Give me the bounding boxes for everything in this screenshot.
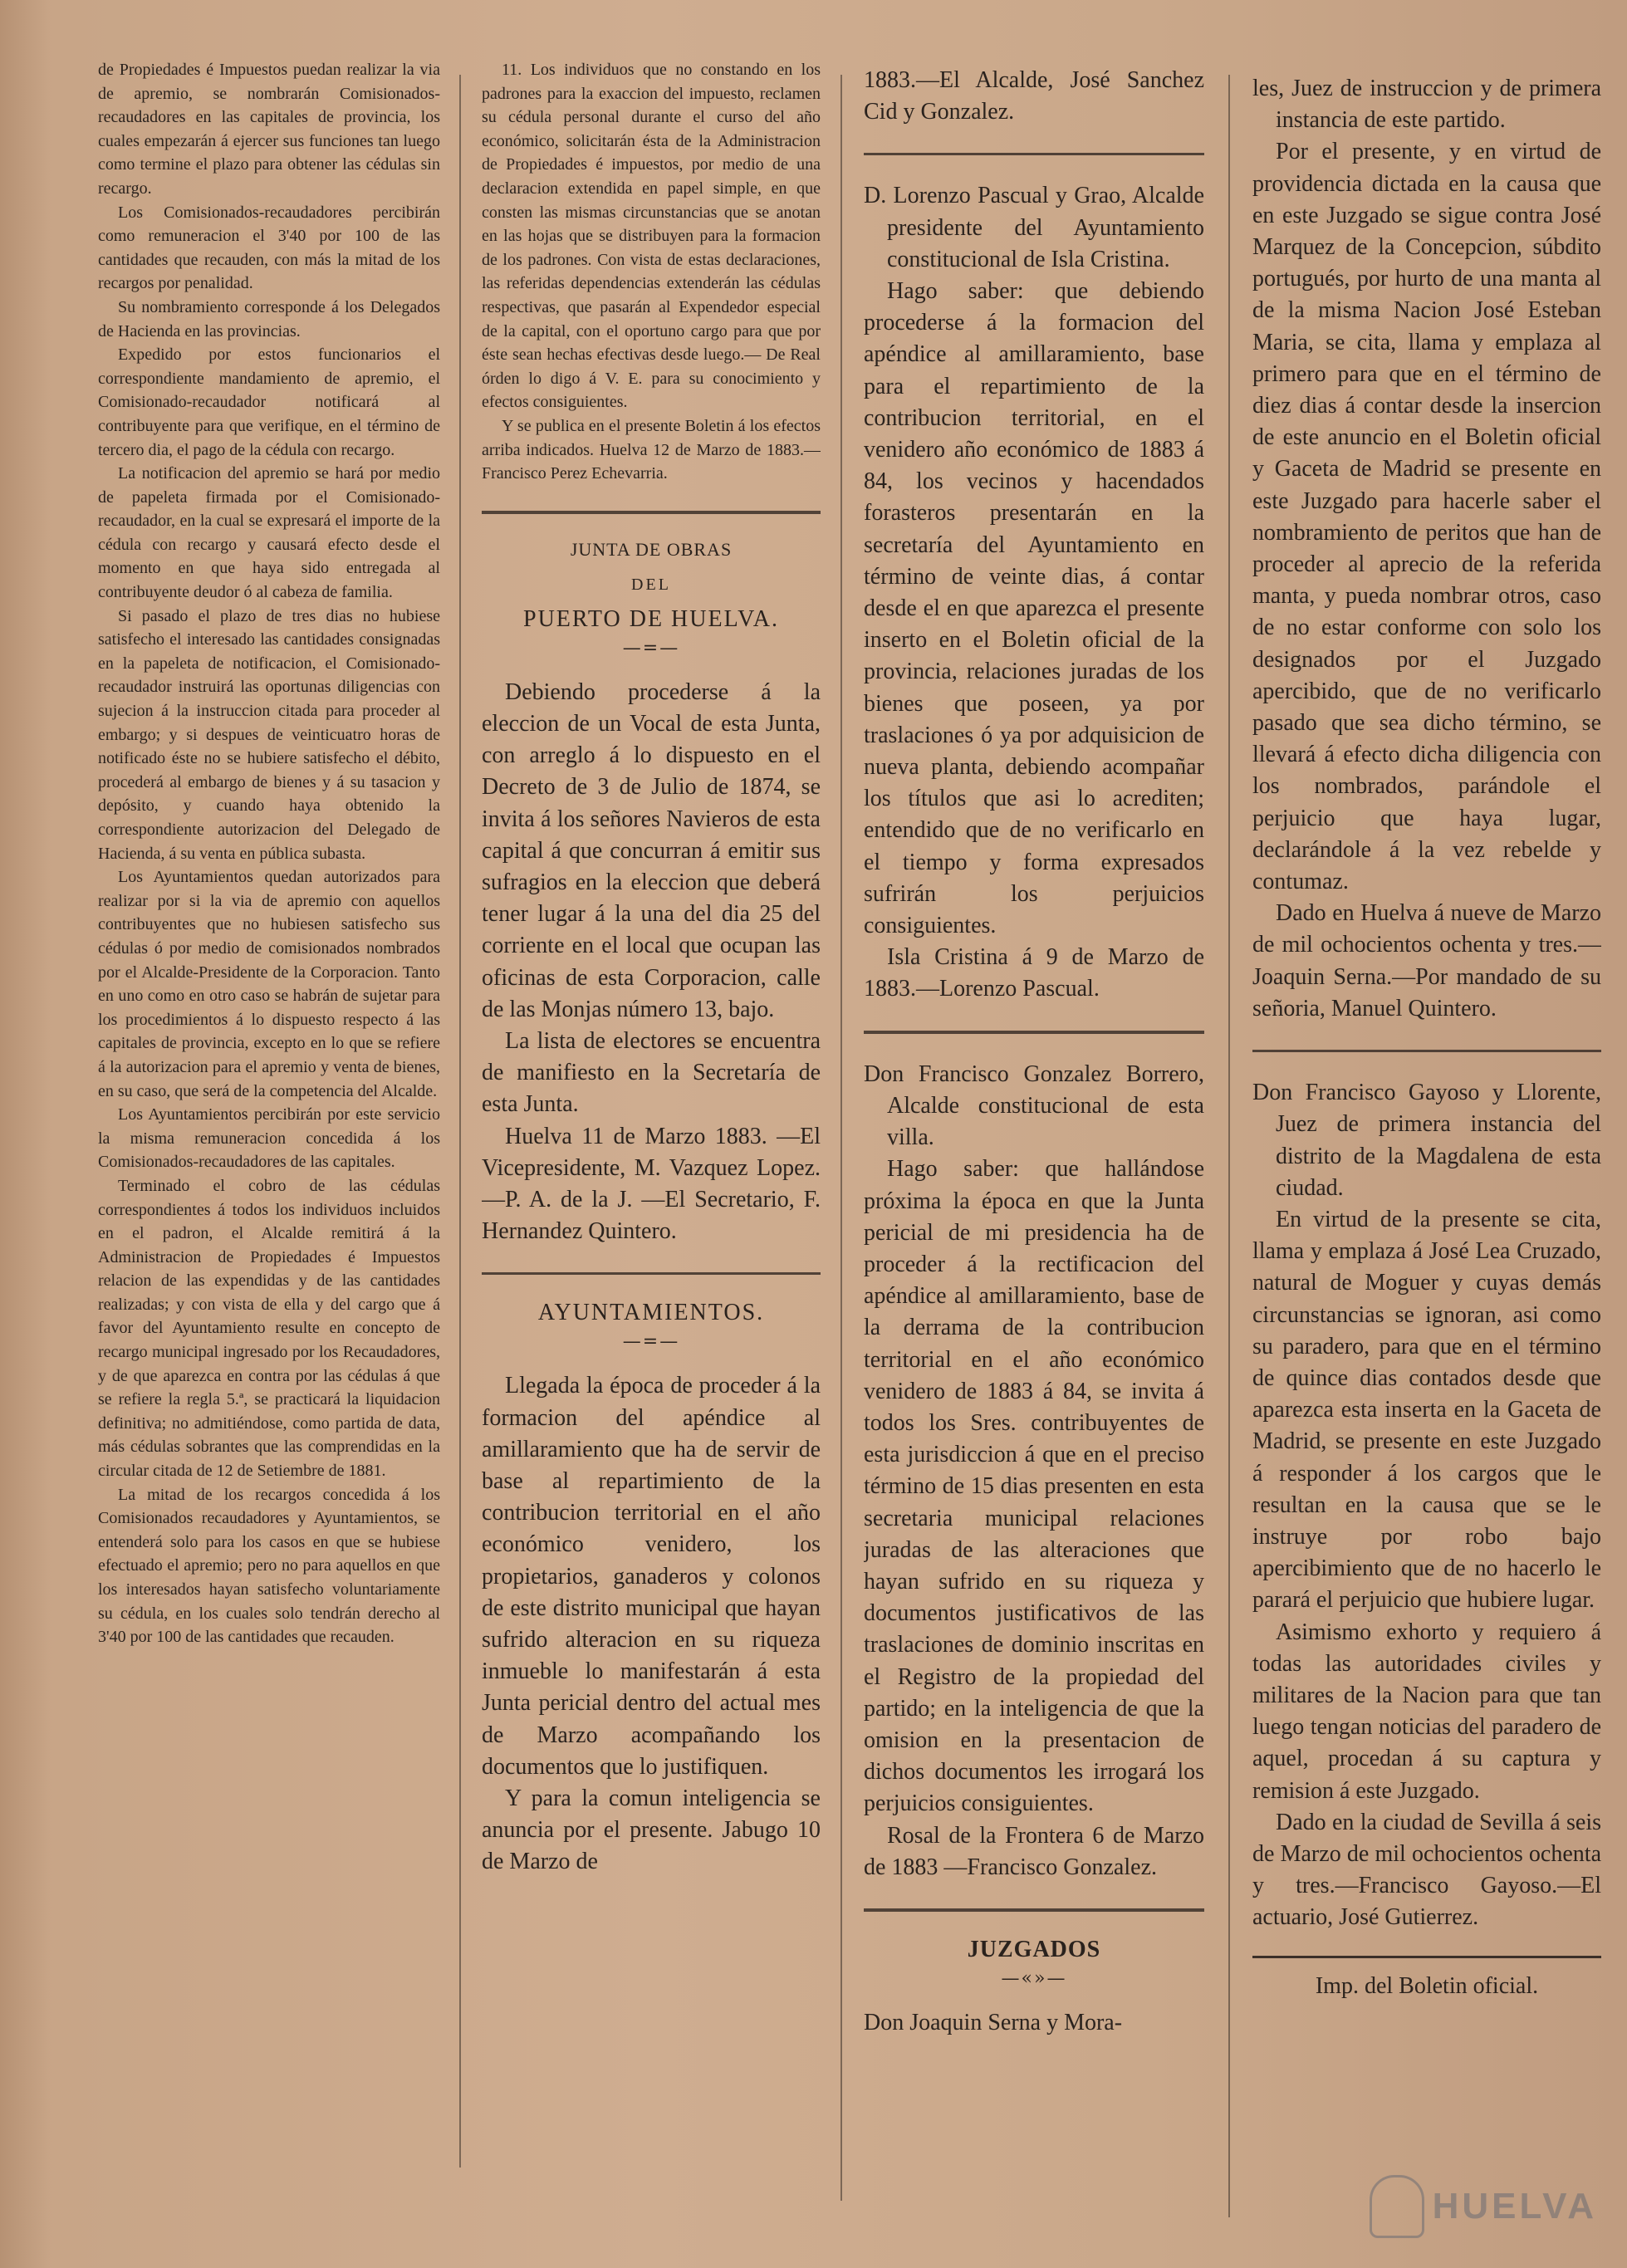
ornament: —«»—: [1001, 1967, 1067, 1989]
paragraph: 1883.—El Alcalde, José Sanchez Cid y Gonzalez.: [864, 67, 1204, 125]
section-heading: AYUNTAMIENTOS.: [537, 1300, 765, 1326]
paragraph: Isla Cristina á 9 de Marzo de 1883.—Lorenzo Pascual.: [864, 944, 1204, 1002]
paragraph: Dado en la ciudad de Sevilla á seis de Marzo de mil ochocientos ochenta y tres.—Francisco Gayoso.—El actuario, José Gutierrez.: [1252, 1809, 1601, 1931]
edict-title: D. Lorenzo Pascual y Grao, Alcalde presidente del Ayuntamiento constitucional de Isla Cristina.: [864, 183, 1204, 272]
paragraph: Los Ayuntamientos percibirán por este servicio la misma remuneracion concedida á los Comisionados-recaudadores de las capitales.: [98, 1105, 440, 1172]
imprint: Imp. del Boletin oficial.: [1315, 1972, 1539, 1999]
column-2: [482, 58, 821, 1879]
paragraph: La lista de electores se encuentra de manifiesto en la Secretaría de esta Junta.: [482, 1027, 821, 1118]
section-divider: [1252, 1050, 1601, 1052]
section-divider: [864, 1031, 1204, 1034]
seal-icon: [1370, 2175, 1424, 2238]
paragraph: Hago saber: que hallándose próxima la época en que la Junta pericial de mi presidencia ha de proceder á la rectificacion del apéndice al amillaramiento, base de la derrama de la contribucion territorial en el año económico venidero de 1883 á 84, se invita á todos los Sres. contribuyentes de esta jurisdiccion á que en el preciso término de 15 dias presenten en esta secretaria municipal relaciones juradas de las alteraciones que hayan sufrido en su riqueza y documentos justificativos de las traslaciones de dominio inscritas en el Registro de la propiedad del partido; en la inteligencia de que la omision en la presentacion de dichos documentos les irrogará los perjuicios consiguientes.: [864, 1156, 1204, 1817]
paragraph: Y se publica en el presente Boletin á los efectos arriba indicados. Huelva 12 de Marzo de 1883.—Francisco Perez Echevarria.: [482, 416, 821, 483]
watermark: [1370, 2175, 1597, 2238]
footer-divider: [1252, 1956, 1601, 1958]
section-divider: [864, 1908, 1204, 1912]
paragraph: 11. Los individuos que no constando en los padrones para la exaccion del impuesto, reclamen su cédula personal durante el curso del año económico, solicitarán ésta de la Administracion de Propiedades é impuestos, por medio de una declaracion extendida en papel simple, en que consten las mismas circunstancias que se anotan en las hojas que se distribuyen para la formacion de los padrones. Con vista de estas declaraciones, las referidas dependencias extenderán las cédulas respectivas, que pasarán al Expendedor especial de la capital, con el oportuno cargo para que por éste sean hechas efectivas desde luego.— De Real órden lo digo á V. E. para su conocimiento y efectos consiguientes.: [482, 61, 821, 412]
paragraph: La mitad de los recargos concedida á los Comisionados recaudadores y Ayuntamientos, se entenderá solo para los casos en que se hubiese efectuado el apremio; pero no para aquellos en que los interesados hayan satisfecho voluntariamente su cédula, en los cuales solo tendrán derecho al 3'40 por 100 de las cantidades que recauden.: [98, 1485, 440, 1647]
paragraph: Huelva 11 de Marzo 1883. —El Vicepresidente, M. Vazquez Lopez.—P. A. de la J. —El Secretario, F. Hernandez Quintero.: [482, 1123, 821, 1245]
paragraph: Terminado el cobro de las cédulas correspondientes á todos los individuos incluidos en el padron, el Alcalde remitirá á la Administracion de Propiedades é Impuestos relacion de las expendidas y de las cantidades realizadas; y con vista de ella y del cargo que á favor del Ayuntamiento resulte en concepto de recargo municipal ingresado por los Recaudadores, y de que aparezca en contra por las cédulas á que se refiere la regla 5.ª, se practicará la liquidacion definitiva; no admitiéndose, como partida de data, más cédulas sobrantes que las comprendidas en la circular citada de 12 de Setiembre de 1881.: [98, 1176, 440, 1481]
section-divider: [864, 153, 1204, 155]
column-rule: [459, 75, 461, 2168]
paragraph: Los Comisionados-recaudadores percibirán como remuneracion el 3'40 por 100 de las cantidades que recauden, con más la mitad de los recargos por penalidad.: [98, 203, 440, 293]
edict-title: Don Francisco Gonzalez Borrero, Alcalde constitucional de esta villa.: [864, 1061, 1204, 1151]
column-3: [864, 65, 1204, 2039]
paragraph: Y para la comun inteligencia se anuncia por el presente. Jabugo 10 de Marzo de: [482, 1785, 821, 1875]
edict-title: Don Francisco Gayoso y Llorente, Juez de primera instancia del distrito de la Magdalena de esta ciudad.: [1252, 1080, 1601, 1201]
column-1: [98, 58, 440, 1649]
watermark-text: HUELVA: [1432, 2186, 1597, 2226]
paragraph: de Propiedades é Impuestos puedan realizar la via de apremio, se nombrarán Comisionados-recaudadores en las capitales de provincia, los cuales empezarán á ejercer sus funciones tan luego como termine el plazo para obtener las cédulas sin recargo.: [98, 61, 440, 198]
page-edge-shadow: [0, 0, 50, 2268]
section-heading: PUERTO DE HUELVA.: [523, 605, 779, 632]
paragraph: les, Juez de instruccion y de primera instancia de este partido.: [1252, 76, 1601, 134]
paragraph: Expedido por estos funcionarios el correspondiente mandamiento de apremio, el Comisionado-recaudador notificará al contribuyente para que verifique, en el término de tercero dia, el pago de la cédula con recargo.: [98, 345, 440, 459]
paragraph: Don Joaquin Serna y Mora-: [864, 2009, 1123, 2035]
paragraph: Rosal de la Frontera 6 de Marzo de 1883 —Francisco Gonzalez.: [864, 1822, 1204, 1880]
ornament: —=—: [622, 1331, 680, 1353]
paragraph: Si pasado el plazo de tres dias no hubiese satisfecho el interesado las cantidades consignadas en la papeleta de notificacion, el Comisionado-recaudador instruirá las oportunas diligencias con sujecion á la instruccion citada para proceder al embargo; y si despues de veinticuatro horas de notificado éste no se hubiere satisfecho el débito, procederá al embargo de bienes y á su tasacion y depósito, y cuando haya obtenido la correspondiente autorizacion del Delegado de Hacienda, á su venta en pública subasta.: [98, 606, 440, 863]
section-heading: DEL: [631, 575, 671, 594]
section-divider: [482, 1272, 821, 1275]
paragraph: Hago saber: que debiendo procederse á la formacion del apéndice al amillaramiento, base para el repartimiento de la contribucion territorial, en el venidero año económico de 1883 á 84, los vecinos y hacendados forasteros presentarán en la secretaría del Ayuntamiento en término de veinte dias, á contar desde el en que aparezca el presente inserto en el Boletin oficial de la provincia, relaciones juradas de los bienes que poseen, ya por traslaciones ó ya por adquisicion de nueva planta, debiendo acompañar los títulos que asi lo acrediten; entendido que de no verificarlo en el tiempo y forma expresados sufrirán los perjuicios consiguientes.: [864, 278, 1204, 939]
paragraph: Por el presente, y en virtud de providencia dictada en la causa que en este Juzgado se sigue contra José Marquez de la Concepcion, súbdito portugués, por hurto de una manta al de la misma Nacion José Esteban Maria, se cita, llama y emplaza al primero para que en el término de diez dias á contar desde la insercion de este anuncio en el Boletin oficial y Gaceta de Madrid se presente en este Juzgado para hacerle saber el nombramiento de peritos que han de proceder al aprecio de la referida manta, y pueda nombrar otros, caso de no estar conforme con solo los designados por el Juzgado apercibido, que de no verificarlo pasado que sea dicho término, se llevará á efecto dicha diligencia con los nombrados, parándole el perjuicio que haya lugar, declarándole á la vez rebelde y contumaz.: [1252, 139, 1601, 895]
paragraph: En virtud de la presente se cita, llama y emplaza á José Lea Cruzado, natural de Moguer y cuyas demás circunstancias se ignoran, asi como su paradero, para que en el término de quince dias contados desde que aparezca esta inserta en la Gaceta de Madrid, se presente en este Juzgado á responder á los cargos que le resultan en la causa que se le instruye por robo bajo apercibimiento que de no hacerlo le parará el perjuicio que hubiere lugar.: [1252, 1206, 1601, 1614]
column-rule: [1228, 75, 1230, 2217]
section-heading: JUZGADOS: [967, 1936, 1101, 1962]
section-heading: JUNTA DE OBRAS: [570, 538, 733, 560]
paragraph: Dado en Huelva á nueve de Marzo de mil ochocientos ochenta y tres.—Joaquin Serna.—Por mandado de su señoria, Manuel Quintero.: [1252, 900, 1601, 1021]
paragraph: Asimismo exhorto y requiero á todas las autoridades civiles y militares de la Nacion para que tan luego tengan noticias del paradero de aquel, procedan á su captura y remision á este Juzgado.: [1252, 1619, 1601, 1804]
paragraph: Su nombramiento corresponde á los Delegados de Hacienda en las provincias.: [98, 297, 440, 340]
ornament: —=—: [622, 637, 680, 659]
paragraph: Los Ayuntamientos quedan autorizados para realizar por si la via de apremio con aquellos contribuyentes que no hubiesen satisfecho sus cédulas ó por medio de comisionados nombrados por el Alcalde-Presidente de la Corporacion. Tanto en uno como en otro caso se habrán de sujetar para los procedimientos á lo dispuesto respecto á las capitales de provincia, excepto en lo que se refiere á la autorizacion para el apremio y venta de bienes, en su caso, que será de la competencia del Alcalde.: [98, 868, 440, 1100]
section-divider: [482, 511, 821, 514]
column-rule: [840, 75, 842, 2201]
column-4: [1252, 73, 1601, 2000]
paragraph: La notificacion del apremio se hará por medio de papeleta firmada por el Comisionado-recaudador, en la cual se expresará el importe de la cédula con recargo y causará efecto desde el momento en que haya sido entregada al contribuyente deudor ó al cabeza de familia.: [98, 464, 440, 602]
paragraph: Llegada la época de proceder á la formacion del apéndice al amillaramiento que ha de servir de base al repartimiento de la contribucion territorial en el año económico venidero, los propietarios, ganaderos y colonos de este distrito municipal que hayan sufrido alteracion en su riqueza inmueble lo manifestarán á esta Junta pericial dentro del actual mes de Marzo acompañando los documentos que lo justifiquen.: [482, 1373, 821, 1780]
paragraph: Debiendo procederse á la eleccion de un Vocal de esta Junta, con arreglo á lo dispuesto en el Decreto de 3 de Julio de 1874, se invita á los señores Navieros de esta capital á que concurran á emitir sus sufragios en la eleccion que deberá tener lugar á la una del dia 25 del corriente en el local que ocupan las oficinas de esta Corporacion, calle de las Monjas número 13, bajo.: [482, 678, 821, 1022]
